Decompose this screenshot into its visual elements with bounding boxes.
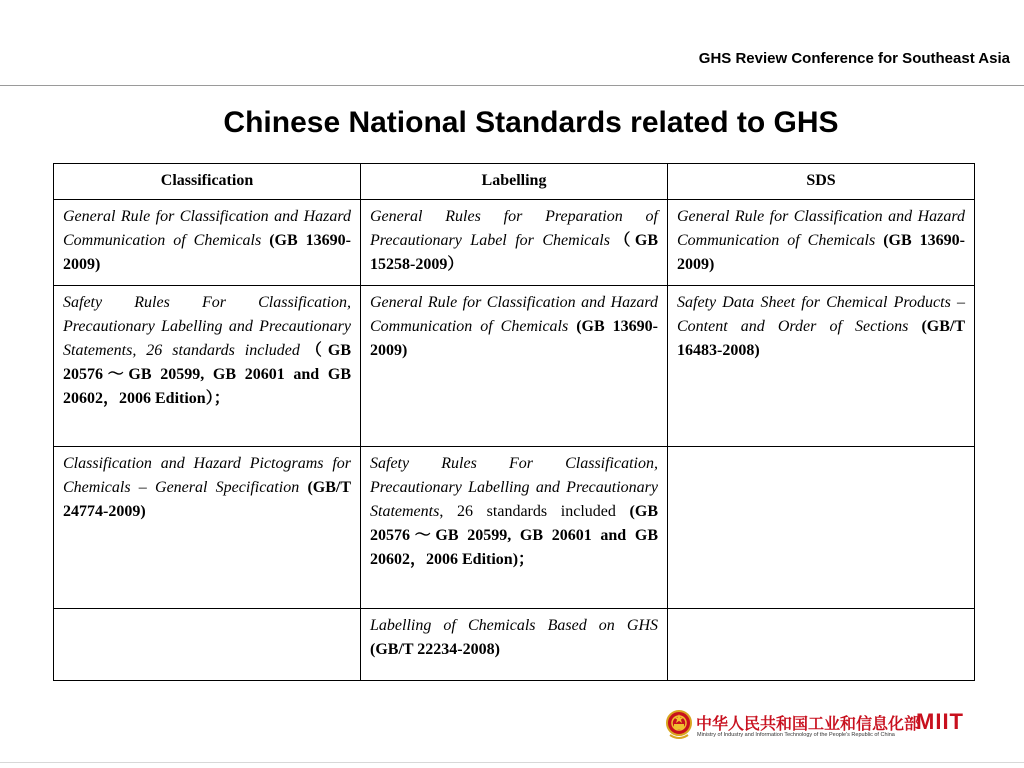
standard-code: （GB 15258-2009） <box>370 232 658 273</box>
table-cell <box>361 447 668 609</box>
standard-code: (GB 13690-2009) <box>63 232 351 273</box>
standard-title: Labelling of Chemicals Based on GHS <box>370 617 658 634</box>
table-row <box>54 200 975 286</box>
standard-code: (GB/T 16483-2008) <box>677 318 966 359</box>
table-cell <box>361 200 668 286</box>
ministry-logo <box>666 708 986 748</box>
standard-title: Safety Rules For Classification, Precautionary Labelling and Precautionary Statements, 26 standards included <box>63 294 351 359</box>
ministry-name-chinese: 中华人民共和国工业和信息化部 <box>696 714 921 733</box>
column-header-classification: Classification <box>54 164 361 200</box>
standard-title: General Rule for Classification and Hazard Communication of Chemicals <box>677 208 965 249</box>
standard-code: (GB/T 22234-2008) <box>370 641 500 658</box>
standard-code: (GB 13690-2009) <box>370 318 658 359</box>
standard-code: （GB 20576～GB 20599, GB 20601 and GB 20602，2006 Edition）； <box>63 342 351 407</box>
slide-title: Chinese National Standards related to GHS <box>223 106 839 139</box>
standard-note: , 26 standards included <box>439 503 616 520</box>
miit-acronym: MIIT <box>916 709 964 734</box>
table-cell <box>361 286 668 447</box>
footer-divider <box>0 762 1024 763</box>
table-row <box>54 286 975 447</box>
standard-code: (GB/T 24774-2009) <box>63 479 351 520</box>
table-cell <box>668 200 975 286</box>
standard-title: Safety Data Sheet for Chemical Products – Content and Order of Sections <box>677 294 965 335</box>
standard-title: General Rules for Preparation of Precautionary Label for Chemicals <box>370 208 658 249</box>
table-cell-empty <box>54 609 361 681</box>
standard-title: General Rule for Classification and Hazard Communication of Chemicals <box>63 208 351 249</box>
standard-title: Safety Rules For Classification, Precautionary Labelling and Precautionary Statements <box>370 455 658 520</box>
table-cell <box>54 286 361 447</box>
table-cell <box>54 200 361 286</box>
table-cell <box>668 286 975 447</box>
conference-title: GHS Review Conference for Southeast Asia <box>698 50 1010 67</box>
table-cell <box>54 447 361 609</box>
table-row <box>54 447 975 609</box>
table-cell <box>361 609 668 681</box>
table-cell-empty <box>668 609 975 681</box>
table-header-row <box>54 164 975 200</box>
ministry-name-english: Ministry of Industry and Information Technology of the People's Republic of China <box>697 732 895 738</box>
standard-title: Classification and Hazard Pictograms for Chemicals – General Specification <box>63 455 351 496</box>
column-header-labelling: Labelling <box>361 164 668 200</box>
national-emblem-icon <box>666 708 692 742</box>
table-row <box>54 609 975 681</box>
header-divider <box>0 85 1024 86</box>
standard-code: (GB 13690-2009) <box>677 232 965 273</box>
table-cell-empty <box>668 447 975 609</box>
standards-table <box>53 163 975 681</box>
standard-title: General Rule for Classification and Hazard Communication of Chemicals <box>370 294 658 335</box>
standard-code: (GB 20576～GB 20599, GB 20601 and GB 20602，2006 Edition)； <box>370 503 658 568</box>
column-header-sds: SDS <box>668 164 975 200</box>
